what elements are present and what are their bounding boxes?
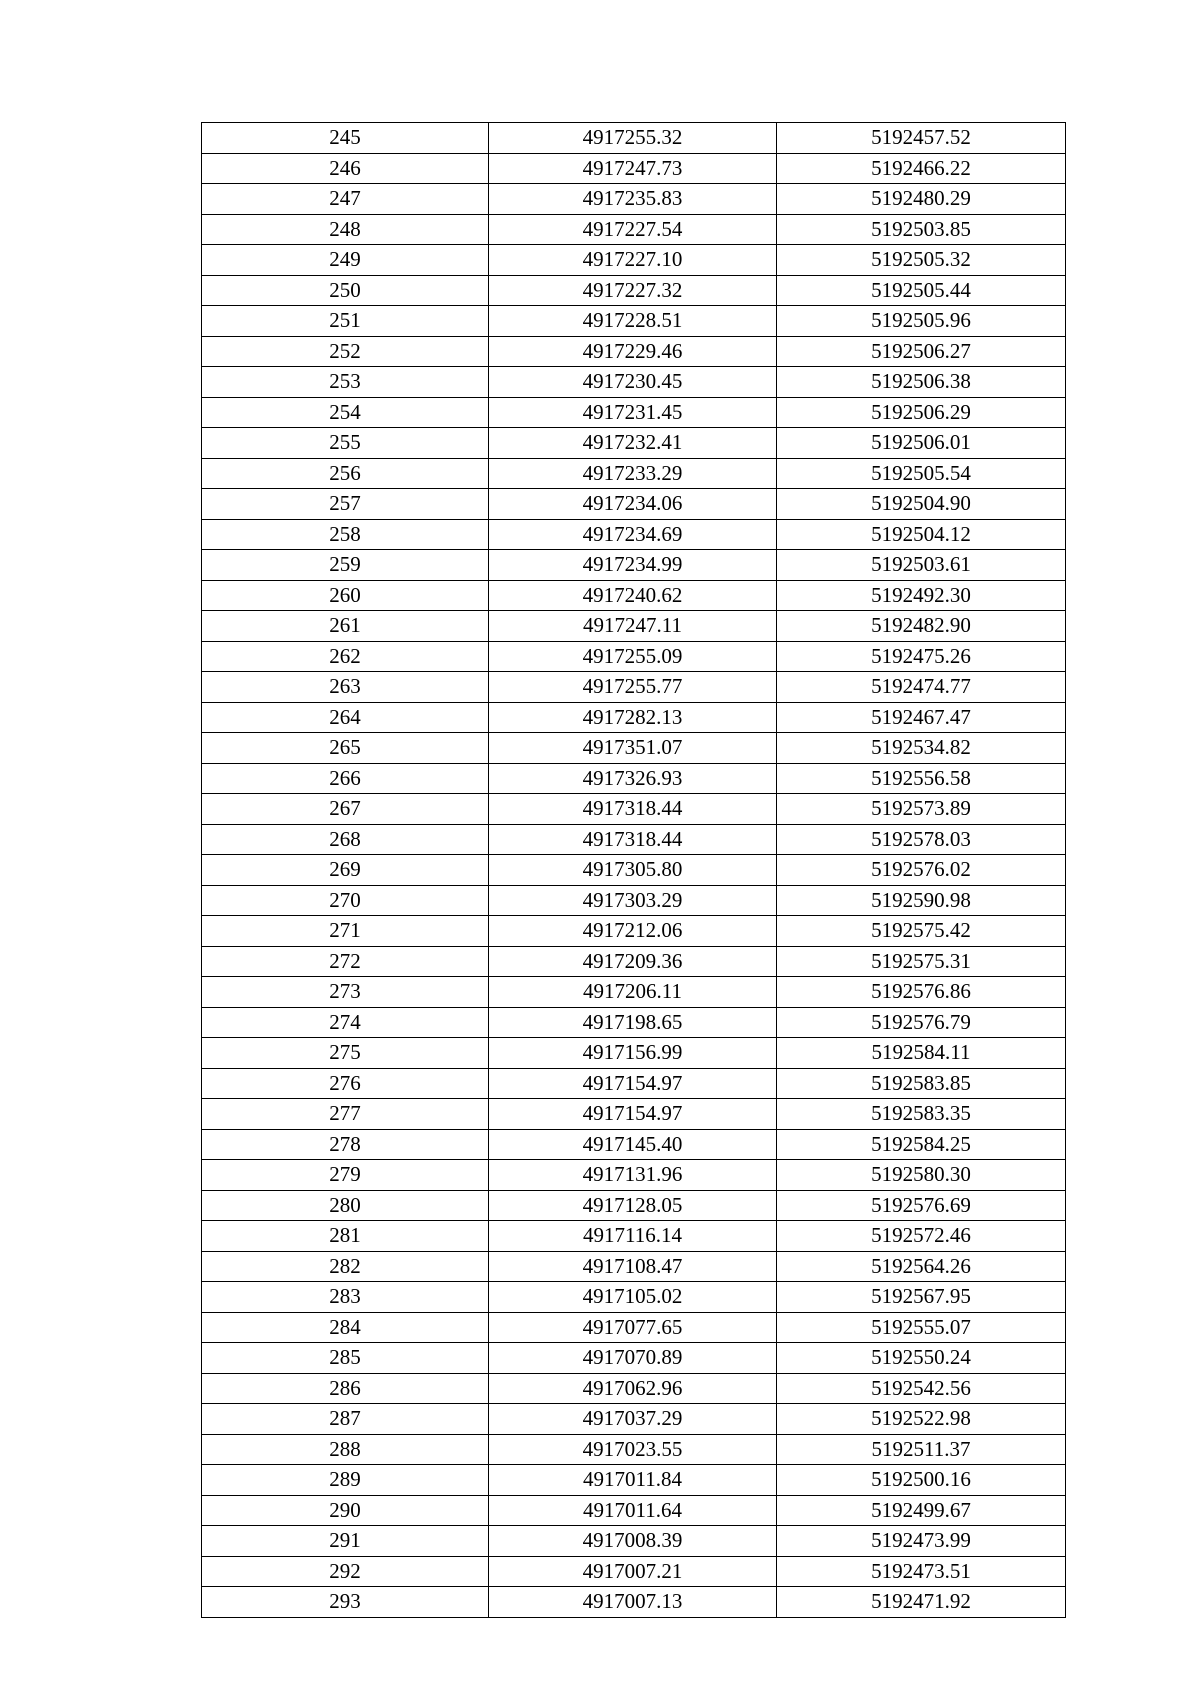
table-row — [202, 489, 1066, 520]
point-number-cell: 293 — [202, 1587, 489, 1618]
y-coordinate-cell: 5192505.44 — [777, 275, 1066, 306]
y-coordinate-cell: 5192576.79 — [777, 1007, 1066, 1038]
y-coordinate-cell: 5192584.11 — [777, 1038, 1066, 1069]
x-coordinate-cell: 4917232.41 — [489, 428, 777, 459]
table-row — [202, 550, 1066, 581]
x-coordinate-cell: 4917227.54 — [489, 214, 777, 245]
point-number-cell: 248 — [202, 214, 489, 245]
point-number-cell: 267 — [202, 794, 489, 825]
y-coordinate-cell: 5192578.03 — [777, 824, 1066, 855]
point-number-cell: 290 — [202, 1495, 489, 1526]
y-coordinate-cell: 5192522.98 — [777, 1404, 1066, 1435]
x-coordinate-cell: 4917198.65 — [489, 1007, 777, 1038]
table-row — [202, 1587, 1066, 1618]
x-coordinate-cell: 4917209.36 — [489, 946, 777, 977]
table-row — [202, 153, 1066, 184]
y-coordinate-cell: 5192534.82 — [777, 733, 1066, 764]
point-number-cell: 263 — [202, 672, 489, 703]
x-coordinate-cell: 4917116.14 — [489, 1221, 777, 1252]
y-coordinate-cell: 5192475.26 — [777, 641, 1066, 672]
x-coordinate-cell: 4917062.96 — [489, 1373, 777, 1404]
table-row — [202, 702, 1066, 733]
y-coordinate-cell: 5192474.77 — [777, 672, 1066, 703]
table-row — [202, 123, 1066, 154]
x-coordinate-cell: 4917105.02 — [489, 1282, 777, 1313]
coordinates-table-body — [202, 123, 1066, 1618]
point-number-cell: 265 — [202, 733, 489, 764]
table-row — [202, 977, 1066, 1008]
table-row — [202, 916, 1066, 947]
point-number-cell: 253 — [202, 367, 489, 398]
point-number-cell: 269 — [202, 855, 489, 886]
y-coordinate-cell: 5192504.12 — [777, 519, 1066, 550]
point-number-cell: 274 — [202, 1007, 489, 1038]
x-coordinate-cell: 4917240.62 — [489, 580, 777, 611]
y-coordinate-cell: 5192590.98 — [777, 885, 1066, 916]
y-coordinate-cell: 5192575.31 — [777, 946, 1066, 977]
y-coordinate-cell: 5192480.29 — [777, 184, 1066, 215]
point-number-cell: 289 — [202, 1465, 489, 1496]
x-coordinate-cell: 4917247.73 — [489, 153, 777, 184]
point-number-cell: 257 — [202, 489, 489, 520]
point-number-cell: 255 — [202, 428, 489, 459]
table-row — [202, 1404, 1066, 1435]
x-coordinate-cell: 4917011.64 — [489, 1495, 777, 1526]
y-coordinate-cell: 5192471.92 — [777, 1587, 1066, 1618]
x-coordinate-cell: 4917234.99 — [489, 550, 777, 581]
point-number-cell: 262 — [202, 641, 489, 672]
y-coordinate-cell: 5192457.52 — [777, 123, 1066, 154]
point-number-cell: 275 — [202, 1038, 489, 1069]
table-row — [202, 672, 1066, 703]
table-row — [202, 428, 1066, 459]
table-row — [202, 1495, 1066, 1526]
table-row — [202, 1343, 1066, 1374]
y-coordinate-cell: 5192506.38 — [777, 367, 1066, 398]
x-coordinate-cell: 4917007.13 — [489, 1587, 777, 1618]
table-row — [202, 519, 1066, 550]
x-coordinate-cell: 4917145.40 — [489, 1129, 777, 1160]
point-number-cell: 279 — [202, 1160, 489, 1191]
y-coordinate-cell: 5192473.99 — [777, 1526, 1066, 1557]
point-number-cell: 283 — [202, 1282, 489, 1313]
table-row — [202, 397, 1066, 428]
point-number-cell: 278 — [202, 1129, 489, 1160]
x-coordinate-cell: 4917228.51 — [489, 306, 777, 337]
point-number-cell: 286 — [202, 1373, 489, 1404]
x-coordinate-cell: 4917011.84 — [489, 1465, 777, 1496]
point-number-cell: 252 — [202, 336, 489, 367]
y-coordinate-cell: 5192576.86 — [777, 977, 1066, 1008]
point-number-cell: 246 — [202, 153, 489, 184]
table-row — [202, 763, 1066, 794]
x-coordinate-cell: 4917154.97 — [489, 1068, 777, 1099]
x-coordinate-cell: 4917235.83 — [489, 184, 777, 215]
table-row — [202, 1099, 1066, 1130]
point-number-cell: 256 — [202, 458, 489, 489]
point-number-cell: 291 — [202, 1526, 489, 1557]
x-coordinate-cell: 4917077.65 — [489, 1312, 777, 1343]
x-coordinate-cell: 4917037.29 — [489, 1404, 777, 1435]
table-row — [202, 580, 1066, 611]
y-coordinate-cell: 5192555.07 — [777, 1312, 1066, 1343]
y-coordinate-cell: 5192506.27 — [777, 336, 1066, 367]
x-coordinate-cell: 4917128.05 — [489, 1190, 777, 1221]
y-coordinate-cell: 5192511.37 — [777, 1434, 1066, 1465]
point-number-cell: 276 — [202, 1068, 489, 1099]
y-coordinate-cell: 5192580.30 — [777, 1160, 1066, 1191]
x-coordinate-cell: 4917230.45 — [489, 367, 777, 398]
y-coordinate-cell: 5192583.85 — [777, 1068, 1066, 1099]
point-number-cell: 280 — [202, 1190, 489, 1221]
y-coordinate-cell: 5192583.35 — [777, 1099, 1066, 1130]
point-number-cell: 268 — [202, 824, 489, 855]
table-row — [202, 214, 1066, 245]
x-coordinate-cell: 4917351.07 — [489, 733, 777, 764]
y-coordinate-cell: 5192550.24 — [777, 1343, 1066, 1374]
table-row — [202, 1465, 1066, 1496]
x-coordinate-cell: 4917282.13 — [489, 702, 777, 733]
x-coordinate-cell: 4917255.32 — [489, 123, 777, 154]
point-number-cell: 247 — [202, 184, 489, 215]
coordinates-table — [201, 122, 1066, 1618]
table-row — [202, 1160, 1066, 1191]
y-coordinate-cell: 5192542.56 — [777, 1373, 1066, 1404]
y-coordinate-cell: 5192500.16 — [777, 1465, 1066, 1496]
point-number-cell: 251 — [202, 306, 489, 337]
y-coordinate-cell: 5192576.02 — [777, 855, 1066, 886]
y-coordinate-cell: 5192572.46 — [777, 1221, 1066, 1252]
x-coordinate-cell: 4917070.89 — [489, 1343, 777, 1374]
x-coordinate-cell: 4917131.96 — [489, 1160, 777, 1191]
point-number-cell: 261 — [202, 611, 489, 642]
y-coordinate-cell: 5192584.25 — [777, 1129, 1066, 1160]
table-row — [202, 1007, 1066, 1038]
y-coordinate-cell: 5192505.32 — [777, 245, 1066, 276]
x-coordinate-cell: 4917023.55 — [489, 1434, 777, 1465]
table-row — [202, 1526, 1066, 1557]
point-number-cell: 287 — [202, 1404, 489, 1435]
table-row — [202, 641, 1066, 672]
point-number-cell: 266 — [202, 763, 489, 794]
point-number-cell: 264 — [202, 702, 489, 733]
y-coordinate-cell: 5192556.58 — [777, 763, 1066, 794]
x-coordinate-cell: 4917233.29 — [489, 458, 777, 489]
table-row — [202, 885, 1066, 916]
point-number-cell: 259 — [202, 550, 489, 581]
y-coordinate-cell: 5192503.61 — [777, 550, 1066, 581]
point-number-cell: 292 — [202, 1556, 489, 1587]
point-number-cell: 284 — [202, 1312, 489, 1343]
point-number-cell: 285 — [202, 1343, 489, 1374]
x-coordinate-cell: 4917212.06 — [489, 916, 777, 947]
x-coordinate-cell: 4917247.11 — [489, 611, 777, 642]
point-number-cell: 260 — [202, 580, 489, 611]
x-coordinate-cell: 4917305.80 — [489, 855, 777, 886]
y-coordinate-cell: 5192505.54 — [777, 458, 1066, 489]
table-row — [202, 275, 1066, 306]
x-coordinate-cell: 4917206.11 — [489, 977, 777, 1008]
x-coordinate-cell: 4917007.21 — [489, 1556, 777, 1587]
point-number-cell: 277 — [202, 1099, 489, 1130]
x-coordinate-cell: 4917318.44 — [489, 794, 777, 825]
x-coordinate-cell: 4917255.09 — [489, 641, 777, 672]
table-row — [202, 1190, 1066, 1221]
point-number-cell: 271 — [202, 916, 489, 947]
table-row — [202, 1434, 1066, 1465]
table-row — [202, 336, 1066, 367]
point-number-cell: 288 — [202, 1434, 489, 1465]
point-number-cell: 249 — [202, 245, 489, 276]
table-row — [202, 306, 1066, 337]
y-coordinate-cell: 5192567.95 — [777, 1282, 1066, 1313]
y-coordinate-cell: 5192504.90 — [777, 489, 1066, 520]
point-number-cell: 245 — [202, 123, 489, 154]
table-row — [202, 1221, 1066, 1252]
table-row — [202, 946, 1066, 977]
y-coordinate-cell: 5192573.89 — [777, 794, 1066, 825]
table-row — [202, 1129, 1066, 1160]
x-coordinate-cell: 4917326.93 — [489, 763, 777, 794]
point-number-cell: 254 — [202, 397, 489, 428]
point-number-cell: 258 — [202, 519, 489, 550]
x-coordinate-cell: 4917234.06 — [489, 489, 777, 520]
y-coordinate-cell: 5192575.42 — [777, 916, 1066, 947]
y-coordinate-cell: 5192506.29 — [777, 397, 1066, 428]
table-row — [202, 245, 1066, 276]
table-row — [202, 1282, 1066, 1313]
x-coordinate-cell: 4917008.39 — [489, 1526, 777, 1557]
y-coordinate-cell: 5192503.85 — [777, 214, 1066, 245]
x-coordinate-cell: 4917234.69 — [489, 519, 777, 550]
y-coordinate-cell: 5192473.51 — [777, 1556, 1066, 1587]
y-coordinate-cell: 5192466.22 — [777, 153, 1066, 184]
point-number-cell: 282 — [202, 1251, 489, 1282]
point-number-cell: 270 — [202, 885, 489, 916]
y-coordinate-cell: 5192467.47 — [777, 702, 1066, 733]
y-coordinate-cell: 5192505.96 — [777, 306, 1066, 337]
table-row — [202, 1373, 1066, 1404]
x-coordinate-cell: 4917229.46 — [489, 336, 777, 367]
x-coordinate-cell: 4917303.29 — [489, 885, 777, 916]
table-row — [202, 611, 1066, 642]
table-row — [202, 855, 1066, 886]
point-number-cell: 272 — [202, 946, 489, 977]
table-row — [202, 824, 1066, 855]
point-number-cell: 273 — [202, 977, 489, 1008]
x-coordinate-cell: 4917318.44 — [489, 824, 777, 855]
y-coordinate-cell: 5192492.30 — [777, 580, 1066, 611]
table-row — [202, 1312, 1066, 1343]
x-coordinate-cell: 4917108.47 — [489, 1251, 777, 1282]
y-coordinate-cell: 5192576.69 — [777, 1190, 1066, 1221]
table-row — [202, 1251, 1066, 1282]
y-coordinate-cell: 5192564.26 — [777, 1251, 1066, 1282]
x-coordinate-cell: 4917231.45 — [489, 397, 777, 428]
table-row — [202, 733, 1066, 764]
point-number-cell: 281 — [202, 1221, 489, 1252]
x-coordinate-cell: 4917255.77 — [489, 672, 777, 703]
table-row — [202, 458, 1066, 489]
table-row — [202, 367, 1066, 398]
x-coordinate-cell: 4917156.99 — [489, 1038, 777, 1069]
table-row — [202, 184, 1066, 215]
y-coordinate-cell: 5192482.90 — [777, 611, 1066, 642]
y-coordinate-cell: 5192506.01 — [777, 428, 1066, 459]
table-row — [202, 1068, 1066, 1099]
table-row — [202, 794, 1066, 825]
x-coordinate-cell: 4917227.10 — [489, 245, 777, 276]
x-coordinate-cell: 4917227.32 — [489, 275, 777, 306]
table-row — [202, 1556, 1066, 1587]
point-number-cell: 250 — [202, 275, 489, 306]
x-coordinate-cell: 4917154.97 — [489, 1099, 777, 1130]
y-coordinate-cell: 5192499.67 — [777, 1495, 1066, 1526]
table-row — [202, 1038, 1066, 1069]
